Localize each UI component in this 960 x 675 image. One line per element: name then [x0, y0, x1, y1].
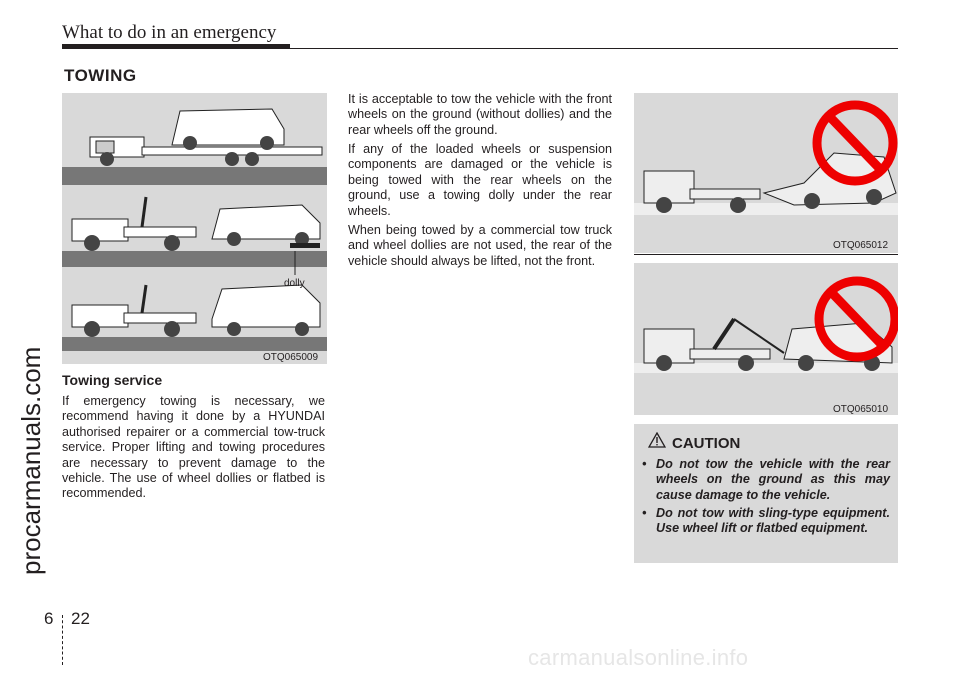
page-number: 22 — [71, 609, 90, 628]
caution-item-text: Do not tow the vehicle with the rear wheels on the ground as this may cause damage to the vehicle. — [656, 457, 890, 502]
towing-methods-figure — [62, 93, 327, 364]
side-watermark-graphic — [8, 120, 48, 580]
side-watermark-text: procarmanuals.com — [16, 346, 46, 575]
no-sling-tow-figure — [634, 263, 898, 415]
body-paragraph: It is acceptable to tow the vehicle with the front wheels on the ground (without dollies) and the rear wheels off the ground. — [348, 92, 612, 137]
running-header: What to do in an emergency — [62, 22, 277, 43]
bullet-icon: • — [642, 506, 647, 520]
chapter-number: 6 — [44, 609, 54, 628]
caution-item — [642, 457, 890, 503]
dolly-label: dolly — [284, 278, 305, 289]
no-tow-rear-wheels-illustration — [634, 93, 898, 253]
side-watermark — [8, 120, 48, 580]
caution-item-text: Do not tow with sling-type equipment. Use wheel lift or flatbed equipment. — [656, 506, 890, 536]
bottom-watermark: carmanualsonline.info — [528, 645, 749, 670]
no-tow-rear-wheels-figure — [634, 93, 898, 253]
bullet-icon: • — [642, 457, 647, 471]
caution-box — [634, 424, 898, 563]
figure-code: OTQ065010 — [833, 404, 889, 415]
no-sling-tow-illustration — [634, 263, 898, 415]
warning-triangle-icon — [648, 432, 666, 448]
body-paragraph: If any of the loaded wheels or suspension components are damaged or the vehicle is being towed with the rear wheels on the ground, use a towing dolly under the rear wheels. — [348, 142, 612, 218]
page-number-divider — [62, 615, 64, 665]
header-rule — [62, 48, 898, 49]
figure-code: OTQ065009 — [263, 352, 319, 363]
body-paragraph: When being towed by a commercial tow truck and wheel dollies are not used, the rear of the vehicle should always be lifted, not the front. — [348, 223, 612, 268]
figure-code: OTQ065012 — [833, 240, 889, 251]
figure-divider — [634, 254, 898, 255]
section-title: TOWING — [64, 66, 137, 85]
body-paragraph: If emergency towing is necessary, we recommend having it done by a HYUNDAI authorised repairer or a commercial tow-truck service. Proper lifting and towing procedures are necessary to prevent damage to the vehicle. The use of wheel dollies or flatbed is recommended. — [62, 394, 325, 501]
towing-methods-illustration — [62, 93, 327, 364]
caution-item — [642, 506, 890, 537]
subheading: Towing service — [62, 372, 163, 388]
caution-title: CAUTION — [672, 435, 741, 452]
